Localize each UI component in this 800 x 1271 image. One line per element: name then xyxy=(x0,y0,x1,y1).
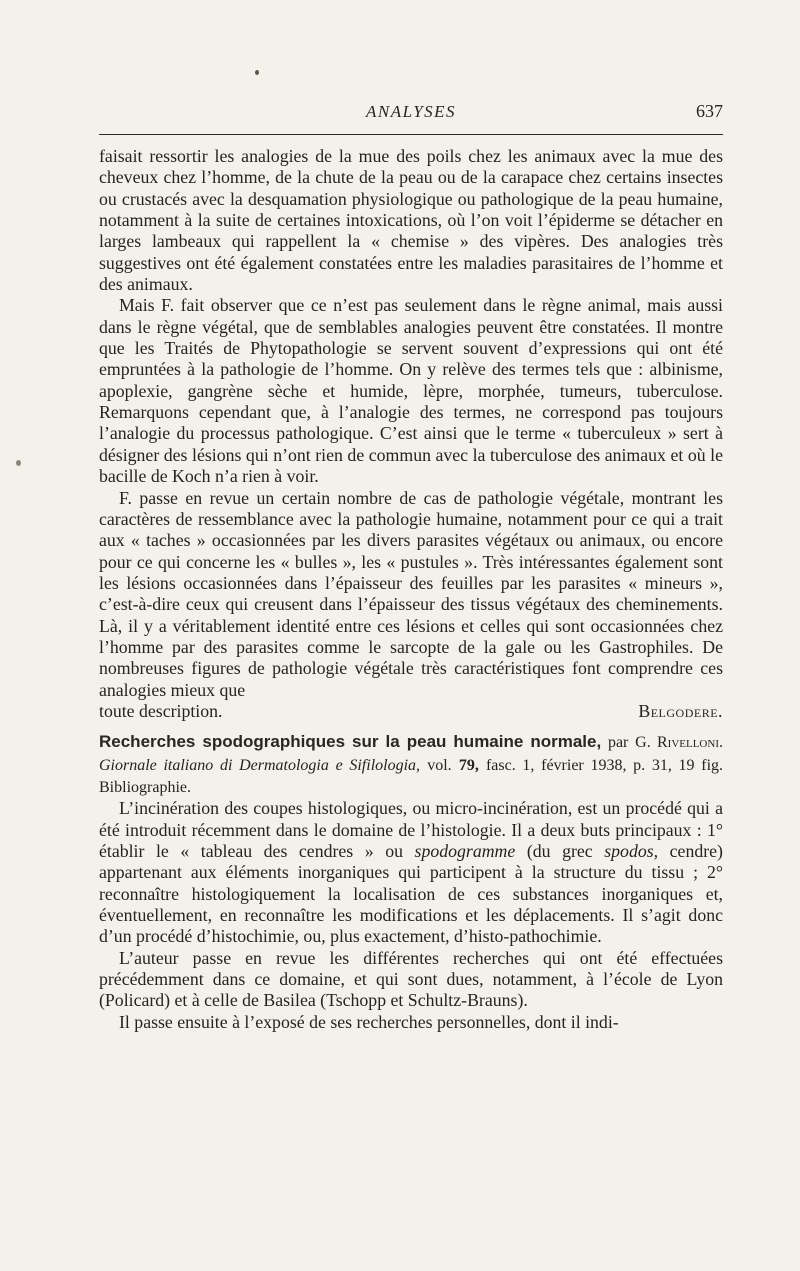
text-run: cendre) appartenant aux éléments inorganiques qui participent à la structure du tissu ; 2° reconnaître histologiquement la localisation de ces substances inorganiques et, éventuellement, en reconnaître les modifications et les déplacements. Il s’agit donc d’un procédé d’histochimie, ou, plus exactement, d’histo-pathochimie. xyxy=(99,841,723,947)
header-rule xyxy=(99,134,723,135)
running-title: ANALYSES xyxy=(365,102,457,121)
paragraph: Mais F. fait observer que ce n’est pas seulement dans le règne animal, mais aussi dans le règne végétal, que de semblables analogies peuvent être constatées. Il montre que les Traités de Phytopathologie se servent souvent d’expressions qui ont été empruntées à la pathologie de l’homme. On y relève des termes tels que : albinisme, apoplexie, gangrène sèche et humide, lèpre, morphée, tumeurs, tuberculose. Remarquons cependant que, à l’analogie des termes, ne correspond pas toujours l’analogie du processus pathologique. C’est ainsi que le terme « tuberculeux » sert à désigner des lésions qui n’ont rien de commun avec la tuberculose des animaux et où le bacille de Koch n’a rien à voir. xyxy=(99,295,723,487)
paragraph: Il passe ensuite à l’exposé de ses recherches personnelles, dont il indi- xyxy=(119,1011,619,1032)
paragraph: F. passe en revue un certain nombre de cas de pathologie végétale, montrant les caractères de ressemblance avec la pathologie humaine, notamment pour ce qui a trait aux « taches » occasionnées par les divers parasites végétaux ou animaux, ou encore pour ce qui concerne les « bulles », les « pustules ». Très intéressantes également sont les lésions occasionnées dans l’épaisseur des feuilles par les parasites « mineurs », c’est-à-dire ceux qui creusent dans l’épaisseur des tissus végétaux des cheminements. Là, il y a véritablement identité entre ces lésions et celles qui sont occasionnées chez l’homme par des parasites comme le sarcopte de la gale ou les Gastrophiles. De nombreuses figures de pathologie végétale très caractéristiques font comprendre ces analogies mieux que xyxy=(99,487,723,700)
text-run: (du grec xyxy=(526,841,593,861)
paragraph: faisait ressortir les analogies de la mue des poils chez les animaux avec la mue des cheveux chez l’homme, de la chute de la peau ou de la carapace chez certains insectes ou crustacés avec la desquamation physiologique ou pathologique de la peau humaine, notamment à la suite de certaines intoxications, où l’on voit l’épiderme se détacher en larges lambeaux qui rappellent la « chemise » des vipères. Des analogies très suggestives ont été également constatées entre les maladies parasitaires de l’homme et des animaux. xyxy=(99,146,723,295)
ink-speck xyxy=(16,460,21,466)
article-body xyxy=(99,146,723,1033)
term: spodogramme xyxy=(414,841,516,861)
paragraph: L’auteur passe en revue les différentes recherches qui ont été effectuées précédemment dans ce domaine, et qui sont dues, notamment, à l’école de Lyon (Policard) et à celle de Basilea (Tschopp et Schultz-Brauns). xyxy=(99,947,723,1011)
closing-line xyxy=(99,701,723,722)
entry-by: par xyxy=(607,734,629,752)
paragraph-end: toute description. xyxy=(99,700,223,721)
bibliographic-entry xyxy=(99,731,723,798)
entry-journal: Giornale italiano di Dermatologia e Sifilologia, xyxy=(99,756,421,774)
entry-volume-label: vol. xyxy=(427,756,452,774)
term: spodos, xyxy=(604,841,659,861)
text-run: L’incinération des coupes histologiques, ou micro-incinération, est un procédé qui a été introduit récemment dans le domaine de l’histologie. Il a deux buts principaux : 1° établir le « tableau des cendres » ou xyxy=(99,798,723,861)
entry-details: fasc. 1, février 1938, p. 31, 19 fig. Bibliographie. xyxy=(99,756,724,796)
page-number: 637 xyxy=(696,101,723,121)
ink-speck xyxy=(255,70,259,75)
entry-volume: 79, xyxy=(458,756,479,774)
signature: Belgodere. xyxy=(638,700,723,721)
paragraph xyxy=(99,798,723,947)
running-header xyxy=(99,98,723,128)
entry-title: Recherches spodographiques sur la peau humaine normale, xyxy=(99,732,602,752)
entry-author: G. Rivelloni. xyxy=(635,734,723,752)
